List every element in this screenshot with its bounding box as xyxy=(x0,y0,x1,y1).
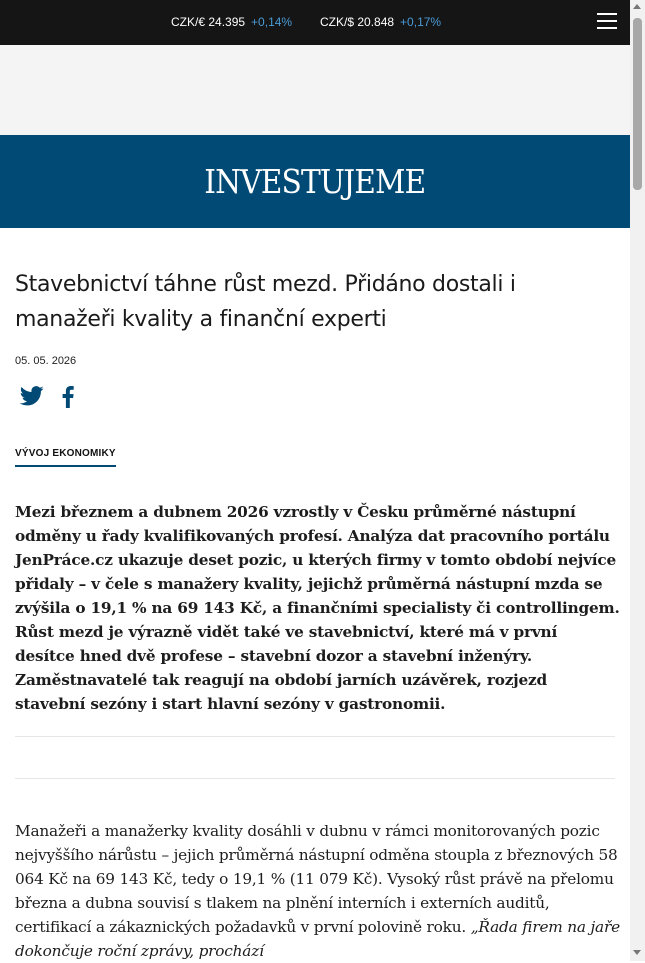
scroll-up-arrow-icon[interactable] xyxy=(633,4,641,9)
facebook-icon[interactable] xyxy=(62,386,74,408)
divider xyxy=(15,736,615,737)
scrollbar[interactable] xyxy=(630,0,645,961)
article-title: Stavebnictví táhne růst mezd. Přidáno dostali i manažeři kvality a finanční experti xyxy=(15,272,516,332)
category-tag[interactable]: VÝVOJ EKONOMIKY xyxy=(15,448,116,467)
divider xyxy=(15,778,615,779)
twitter-icon[interactable] xyxy=(20,386,44,406)
exchange-rate-eur[interactable] xyxy=(171,15,292,29)
scrollbar-thumb[interactable] xyxy=(633,18,642,190)
rate-change: +0,17% xyxy=(400,15,442,29)
article-date: 05. 05. 2026 xyxy=(15,355,77,367)
hamburger-menu-icon[interactable] xyxy=(597,13,617,31)
ad-placeholder xyxy=(0,45,630,135)
rate-pair-label: CZK/$ 20.848 xyxy=(320,15,395,29)
share-buttons xyxy=(20,386,74,408)
body-text: Manažeři a manažerky kvality dosáhli v dubnu v rámci monitorovaných pozic nejvyššího nárůstu – jejich průměrná nástupní odměna stoupla z březnových 58 064 Kč na 69 143 Kč, tedy o 19,1 % (11 079 Kč). Vysoký růst právě na přelomu března a dubna souvisí s tlakem na plnění interních i externích auditů, certifikací a zákaznických požadavků v první polovině roku. xyxy=(15,822,618,936)
brand-banner[interactable] xyxy=(0,135,630,228)
rate-change: +0,14% xyxy=(251,15,293,29)
top-bar xyxy=(0,0,630,45)
article-perex: Mezi březnem a dubnem 2026 vzrostly v Česku průměrné nástupní odměny u řady kvalifikovaných profesí. Analýza dat pracovního portálu JenPráce.cz ukazuje deset pozic, u kterých firmy v tomto období nejvíce přidaly – v čele s manažery kvality, jejichž průměrná nástupní mzda se zvýšila o 19,1 % na 69 143 Kč, a finančními specialisty či controllingem. Růst mezd je výrazně vidět také ve stavebnictví, které má v první desítce hned dvě profese – stavební dozor a stavební inženýry. Zaměstnavatelé tak reagují na období jarních uzávěrek, rozjezd stavební sezóny i start hlavní sezóny v gastronomii. xyxy=(15,503,620,713)
article-body-paragraph xyxy=(15,819,621,963)
scroll-down-arrow-icon[interactable] xyxy=(633,950,641,955)
exchange-rate-usd[interactable] xyxy=(320,15,441,29)
body-quote: „Řada firem na jaře dokončuje roční zprávy, prochází xyxy=(15,918,620,960)
brand-logo: INVESTUJEME xyxy=(204,162,426,201)
rate-pair-label: CZK/€ 24.395 xyxy=(171,15,246,29)
